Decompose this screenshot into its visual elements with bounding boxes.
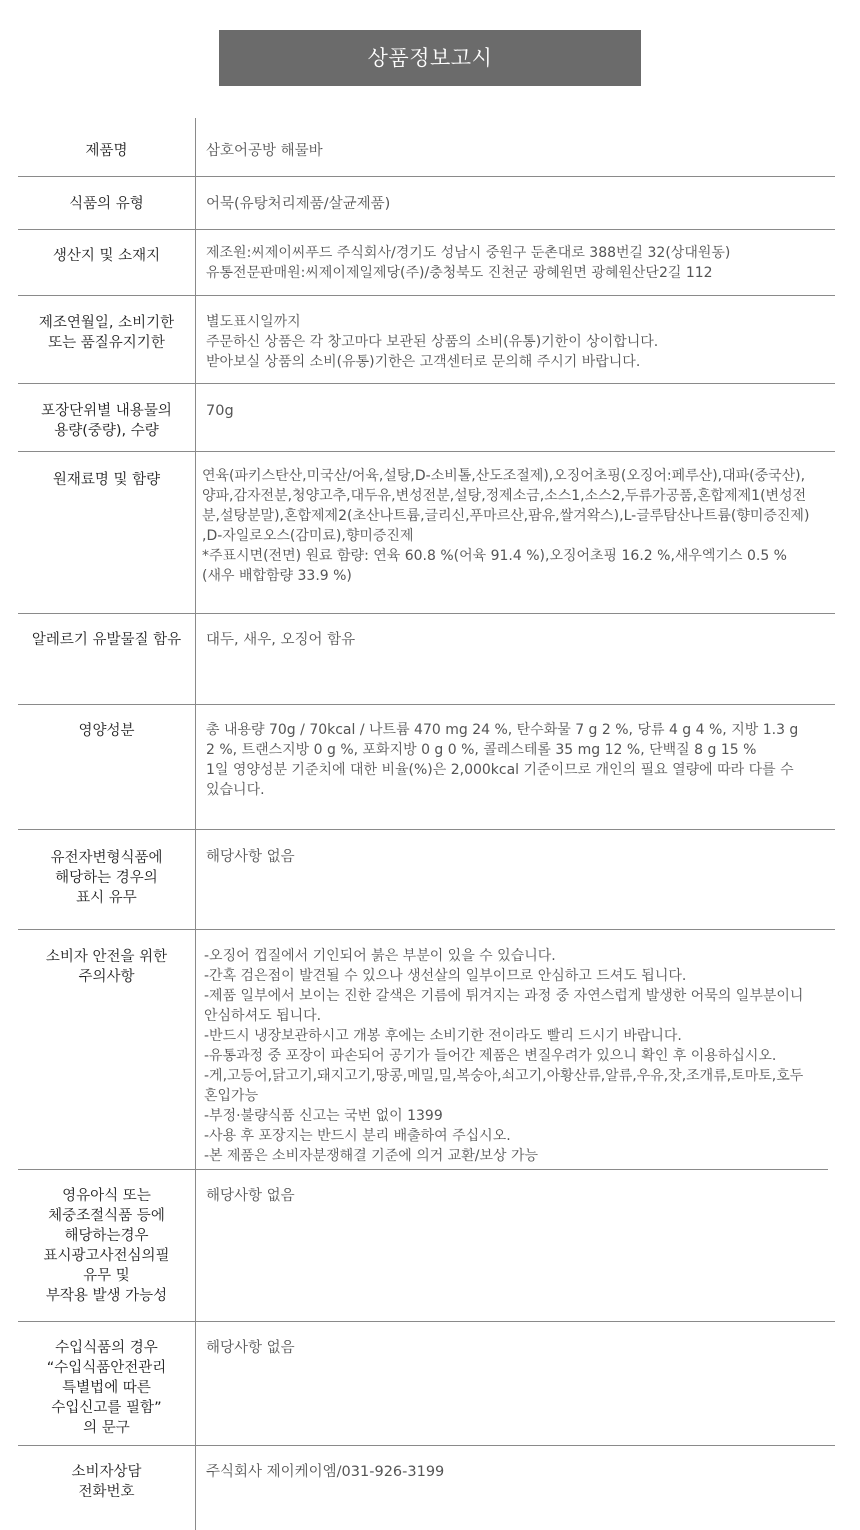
row-label: 소비자상담 전화번호 xyxy=(71,1464,142,1500)
row-value: 제조원:씨제이씨푸드 주식회사/경기도 성남시 중원구 둔촌대로 388번길 32(상대원동) 유통전문판매원:씨제이제일제당(주)/충청북도 진천군 광혜원면 광혜원산단2길 112 xyxy=(206,245,731,281)
column-divider xyxy=(195,705,196,829)
row-label: 식품의 유형 xyxy=(69,196,144,212)
row-value: 어묵(유탕처리제품/살균제품) xyxy=(206,196,391,212)
table-row-contact xyxy=(18,1446,835,1530)
table-row-food-type xyxy=(18,177,835,230)
column-divider xyxy=(195,1322,196,1445)
table-row-import xyxy=(18,1322,835,1446)
table-row-allergens xyxy=(18,614,835,705)
row-value: 대두, 새우, 오징어 함유 xyxy=(206,632,356,648)
table-row-infant-food xyxy=(18,1170,835,1322)
row-value: 해당사항 없음 xyxy=(206,849,295,865)
column-divider xyxy=(195,177,196,229)
table-row-product-name xyxy=(18,118,835,177)
column-divider xyxy=(195,118,196,176)
row-value: 주식회사 제이케이엠/031-926-3199 xyxy=(206,1464,445,1480)
table-row-weight xyxy=(18,384,835,452)
table-row-ingredients xyxy=(18,452,835,614)
row-label: 제품명 xyxy=(85,143,128,159)
row-label: 유전자변형식품에 해당하는 경우의 표시 유무 xyxy=(50,850,163,906)
row-value: 삼호어공방 해물바 xyxy=(206,143,323,159)
row-label: 영양성분 xyxy=(78,723,135,739)
row-value: 해당사항 없음 xyxy=(206,1188,295,1204)
row-label: 소비자 안전을 위한 주의사항 xyxy=(45,949,168,985)
row-value: 총 내용량 70g / 70kcal / 나트륨 470 mg 24 %, 탄수화물 7 g 2 %, 당류 4 g 4 %, 지방 1.3 g 2 %, 트랜스지방 0 g %, 포화지방 0 g 0 %, 콜레스테롤 35 mg 12 %, 단백질 8 g 15 % 1일 영양성분 기준치에 대한 비율(%)은 2,000kcal 기준이므로 개인의 필요 열량에 따라 다를 수 있습니다. xyxy=(206,722,799,798)
row-value: -오징어 껍질에서 기인되어 붉은 부분이 있을 수 있습니다. -간혹 검은점이 발견될 수 있으나 생선살의 일부이므로 안심하고 드셔도 됩니다. -제품 일부에서 보이는 진한 갈색은 기름에 튀겨지는 과정 중 자연스럽게 발생한 어묵의 일부분이니 안심하셔도 됩니다. -반드시 냉장보관하시고 개봉 후에는 소비기한 전이라도 빨리 드시기 바랍니다. -유통과정 중 포장이 파손되어 공기가 들어간 제품은 변질우려가 있으니 확인 후 이용하십시오. -게,고등어,닭고기,돼지고기,땅콩,메밀,밀,복숭아,쇠고기,아황산류,알류,우유,잣,조개류,토마토,호두 혼입가능 -부정·불량식품 신고는 국번 없이 1399 -사용 후 포장지는 반드시 분리 배출하여 주십시오. -본 제품은 소비자분쟁해결 기준에 의거 교환/보상 가능 xyxy=(204,948,804,1164)
row-label: 포장단위별 내용물의 용량(중량), 수량 xyxy=(41,403,172,439)
row-label: 알레르기 유발물질 함유 xyxy=(31,632,182,648)
column-divider xyxy=(195,830,196,929)
product-info-table xyxy=(18,118,835,1530)
row-value: 해당사항 없음 xyxy=(206,1340,295,1356)
column-divider xyxy=(195,1446,196,1530)
table-row-gmo xyxy=(18,830,835,930)
table-row-origin xyxy=(18,230,835,296)
table-row-nutrition xyxy=(18,705,835,830)
column-divider xyxy=(195,614,196,704)
page-title: 상품정보고시 xyxy=(219,30,641,86)
row-label: 원재료명 및 함량 xyxy=(52,472,161,488)
column-divider xyxy=(195,452,196,613)
column-divider xyxy=(195,296,196,383)
row-label: 영유아식 또는 체중조절식품 등에 해당하는경우 표시광고사전심의필 유무 및 부작용 발생 가능성 xyxy=(43,1188,170,1304)
row-value: 70g xyxy=(206,403,234,419)
row-label: 수입식품의 경우 “수입식품안전관리 특별법에 따른 수입신고를 필함” 의 문구 xyxy=(46,1340,167,1436)
row-label: 생산지 및 소재지 xyxy=(52,248,161,264)
row-value: 별도표시일까지 주문하신 상품은 각 창고마다 보관된 상품의 소비(유통)기한이 상이합니다. 받아보실 상품의 소비(유통)기한은 고객센터로 문의해 주시기 바랍니다. xyxy=(206,314,659,370)
column-divider xyxy=(195,1170,196,1321)
column-divider xyxy=(195,930,196,1170)
table-row-expiry xyxy=(18,296,835,384)
row-label: 제조연월일, 소비기한 또는 품질유지기한 xyxy=(38,315,175,351)
column-divider xyxy=(195,230,196,295)
row-value: 연육(파키스탄산,미국산/어육,설탕,D-소비톨,산도조절제),오징어초핑(오징어:페루산),대파(중국산), 양파,감자전분,청양고추,대두유,변성전분,설탕,정제소금,소스1,소스2,두류가공품,혼합제제1(변성전 분,설탕분말),혼합제제2(초산나트륨,글리신,푸마르산,팜유,쌀겨왁스),L-글루탐산나트륨(향미증진제) ,D-자일로오스(감미료),향미증진제 *주표시면(전면) 원료 함량: 연육 60.8 %(어육 91.4 %),오징어초핑 16.2 %,새우엑기스 0.5 % (새우 배합함량 33.9 %) xyxy=(202,468,810,584)
table-row-safety-notice xyxy=(18,930,835,1170)
column-divider xyxy=(195,384,196,451)
